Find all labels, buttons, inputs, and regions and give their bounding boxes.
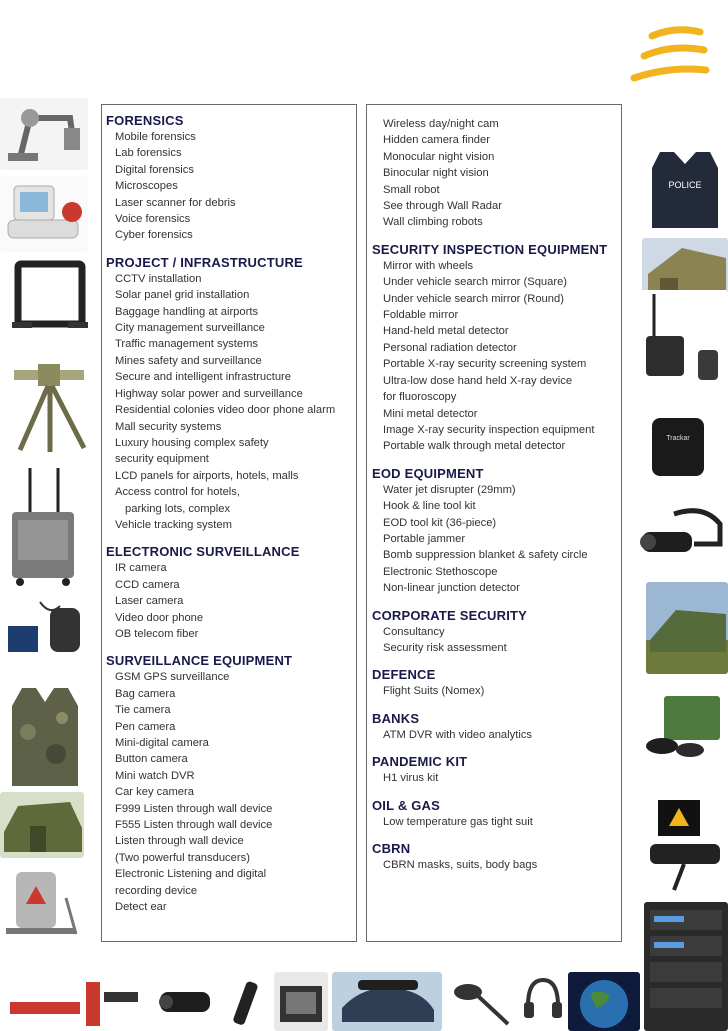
list-item: ATM DVR with video analytics (383, 728, 533, 741)
list-item: H1 virus kit (383, 772, 439, 785)
list-item: Foldable mirror (383, 309, 459, 322)
list-item: Low temperature gas tight suit (383, 815, 533, 828)
list-item: for fluoroscopy (383, 391, 457, 404)
list-item: Digital forensics (115, 163, 194, 176)
toolkit-case-image (274, 972, 328, 1031)
forensic-device-image (0, 176, 88, 252)
section-banks (372, 710, 621, 743)
metal-detector-image (448, 972, 518, 1031)
list-item: IR camera (115, 562, 167, 575)
list-item: Electronic Stethoscope (383, 565, 498, 578)
list-item: CBRN masks, suits, body bags (383, 859, 538, 871)
list-item: Binocular night vision (383, 167, 489, 180)
list-item: Vehicle tracking system (115, 518, 232, 531)
list-item: Mirror with wheels (383, 259, 474, 272)
item-list (372, 482, 621, 597)
list-item: City management surveillance (115, 322, 265, 335)
portable-xray-image (0, 98, 88, 170)
section-forensics (106, 112, 356, 244)
list-item: Portable jammer (383, 532, 466, 545)
list-item: security equipment (115, 453, 209, 466)
list-item: Electronic Listening and digital (115, 868, 267, 881)
list-item: Voice forensics (115, 213, 191, 226)
section-project-infrastructure (106, 254, 356, 534)
brand-logo-icon (630, 22, 710, 92)
section-heading: BANKS (372, 710, 420, 726)
list-item: EOD tool kit (36-piece) (383, 516, 497, 529)
section-heading: EOD EQUIPMENT (372, 465, 484, 481)
list-item: Mini watch DVR (115, 769, 195, 782)
list-item: Hand-held metal detector (383, 325, 509, 338)
list-item: Cyber forensics (115, 229, 193, 242)
list-item: Non-linear junction detector (383, 582, 520, 595)
section-heading: FORENSICS (106, 113, 184, 128)
list-item: Ultra-low dose hand held X-ray device (383, 374, 573, 387)
jammer-case-image (640, 690, 724, 762)
item-list (106, 669, 356, 915)
list-item: Hook & line tool kit (383, 500, 476, 513)
item-list (372, 683, 621, 699)
list-item: Luxury housing complex safety (115, 436, 269, 449)
headphone-image (520, 972, 566, 1031)
globe-image (568, 972, 640, 1031)
section-oil-gas (372, 797, 621, 830)
section-pandemic-kit (372, 753, 621, 786)
list-item: Wireless day/night cam (383, 118, 499, 130)
list-item: F999 Listen through wall device (115, 802, 273, 815)
list-item: Detect ear (115, 901, 167, 914)
list-item: Listen through wall device (115, 835, 244, 848)
list-item: Portable X-ray security screening system (383, 358, 587, 371)
monocular-image (152, 972, 222, 1031)
list-item: Hidden camera finder (383, 134, 490, 147)
gps-tracker-image (0, 596, 90, 676)
water-jet-disrupter-image (0, 340, 100, 458)
section-continued (372, 116, 621, 231)
bomb-containment-image (0, 862, 90, 950)
section-heading: SECURITY INSPECTION EQUIPMENT (372, 241, 608, 257)
section-surveillance-equipment (106, 652, 356, 915)
list-item: F555 Listen through wall device (115, 819, 273, 832)
section-heading: SURVEILLANCE EQUIPMENT (106, 653, 293, 669)
item-list (106, 560, 356, 642)
list-item: CCD camera (115, 578, 180, 591)
flashlight-image (226, 972, 270, 1031)
list-item: Tie camera (115, 704, 171, 717)
camo-vest-image (0, 682, 90, 790)
tracker-device-image (646, 410, 710, 484)
list-item: See through Wall Radar (383, 200, 502, 213)
list-item: Laser camera (115, 595, 184, 608)
vest-label: POLICE (668, 180, 702, 190)
list-item: Mini-digital camera (115, 737, 209, 749)
walk-through-detector-image (8, 258, 94, 332)
list-item: Solar panel grid installation (115, 289, 250, 302)
list-item: Security risk assessment (383, 641, 507, 654)
list-item: Mall security systems (115, 420, 222, 433)
vehicle-mirror-image (332, 972, 442, 1031)
list-item: CCTV installation (115, 272, 202, 285)
list-item: Small robot (383, 183, 440, 196)
list-item: Flight Suits (Nomex) (383, 685, 485, 698)
rack-server-image (644, 902, 728, 1031)
hydraulic-tool-image (0, 972, 148, 1031)
camp-tent-image (646, 582, 728, 674)
right-text-column (366, 104, 622, 942)
section-heading: CORPORATE SECURITY (372, 607, 528, 623)
list-item: Car key camera (115, 786, 194, 799)
list-item: Under vehicle search mirror (Square) (383, 276, 568, 289)
list-item: Bag camera (115, 687, 176, 700)
section-electronic-surveillance (106, 543, 356, 642)
list-item: Mini metal detector (383, 407, 478, 420)
section-corporate-security (372, 607, 621, 657)
section-defence (372, 666, 621, 699)
tracker-label: Trackar (666, 435, 690, 442)
list-item: Mobile forensics (115, 131, 196, 143)
list-item: Lab forensics (115, 147, 182, 160)
item-list (372, 770, 621, 786)
list-item: Laser scanner for debris (115, 196, 236, 209)
section-security-inspection-equipment (372, 241, 621, 455)
section-cbrn (372, 840, 621, 873)
item-list (106, 271, 356, 534)
list-item: recording device (115, 884, 198, 897)
list-item: Consultancy (383, 625, 445, 638)
section-heading: CBRN (372, 841, 411, 856)
list-item: (Two powerful transducers) (115, 851, 250, 864)
list-item: Baggage handling at airports (115, 305, 259, 318)
item-list (372, 814, 621, 830)
section-heading: DEFENCE (372, 667, 436, 683)
list-item: Bomb suppression blanket & safety circle (383, 549, 588, 562)
left-text-column (101, 104, 357, 942)
item-list (372, 857, 621, 873)
list-item: Monocular night vision (383, 150, 495, 163)
list-item: Secure and intelligent infrastructure (115, 371, 291, 384)
section-heading: PROJECT / INFRASTRUCTURE (106, 254, 303, 270)
item-list (372, 624, 621, 657)
list-item: Traffic management systems (115, 338, 259, 351)
list-item: LCD panels for airports, hotels, malls (115, 469, 299, 482)
section-eod-equipment (372, 465, 621, 597)
list-item: Access control for hotels, (115, 486, 240, 499)
radio-device-image (636, 290, 728, 390)
list-item: Water jet disrupter (29mm) (383, 483, 516, 496)
list-item: Residential colonies video door phone alarm (115, 404, 336, 417)
item-list (106, 129, 356, 244)
list-item: Wall climbing robots (383, 216, 483, 229)
police-vest-image (642, 148, 728, 232)
list-item: Pen camera (115, 720, 176, 733)
section-heading: PANDEMIC KIT (372, 754, 468, 770)
section-heading: ELECTRONIC SURVEILLANCE (106, 544, 300, 560)
list-item: Image X-ray security inspection equipment (383, 423, 595, 436)
portable-jammer-image (0, 464, 90, 592)
item-list (372, 727, 621, 743)
list-item: Mines safety and surveillance (115, 354, 262, 367)
list-item: Button camera (115, 753, 188, 766)
robot-image (644, 790, 728, 894)
list-item: Personal radiation detector (383, 341, 517, 354)
list-item: Microscopes (115, 180, 178, 193)
list-item: Video door phone (115, 611, 204, 624)
army-tent-image (0, 792, 84, 858)
item-list (372, 258, 621, 455)
list-item: GSM GPS surveillance (115, 671, 230, 684)
list-item: OB telecom fiber (115, 627, 199, 640)
item-list (372, 116, 621, 231)
section-heading: OIL & GAS (372, 797, 441, 813)
list-item: parking lots, complex (125, 502, 231, 515)
list-item: Portable walk through metal detector (383, 440, 566, 453)
list-item: Under vehicle search mirror (Round) (383, 292, 564, 305)
night-vision-image (634, 504, 728, 572)
list-item: Highway solar power and surveillance (115, 387, 303, 400)
